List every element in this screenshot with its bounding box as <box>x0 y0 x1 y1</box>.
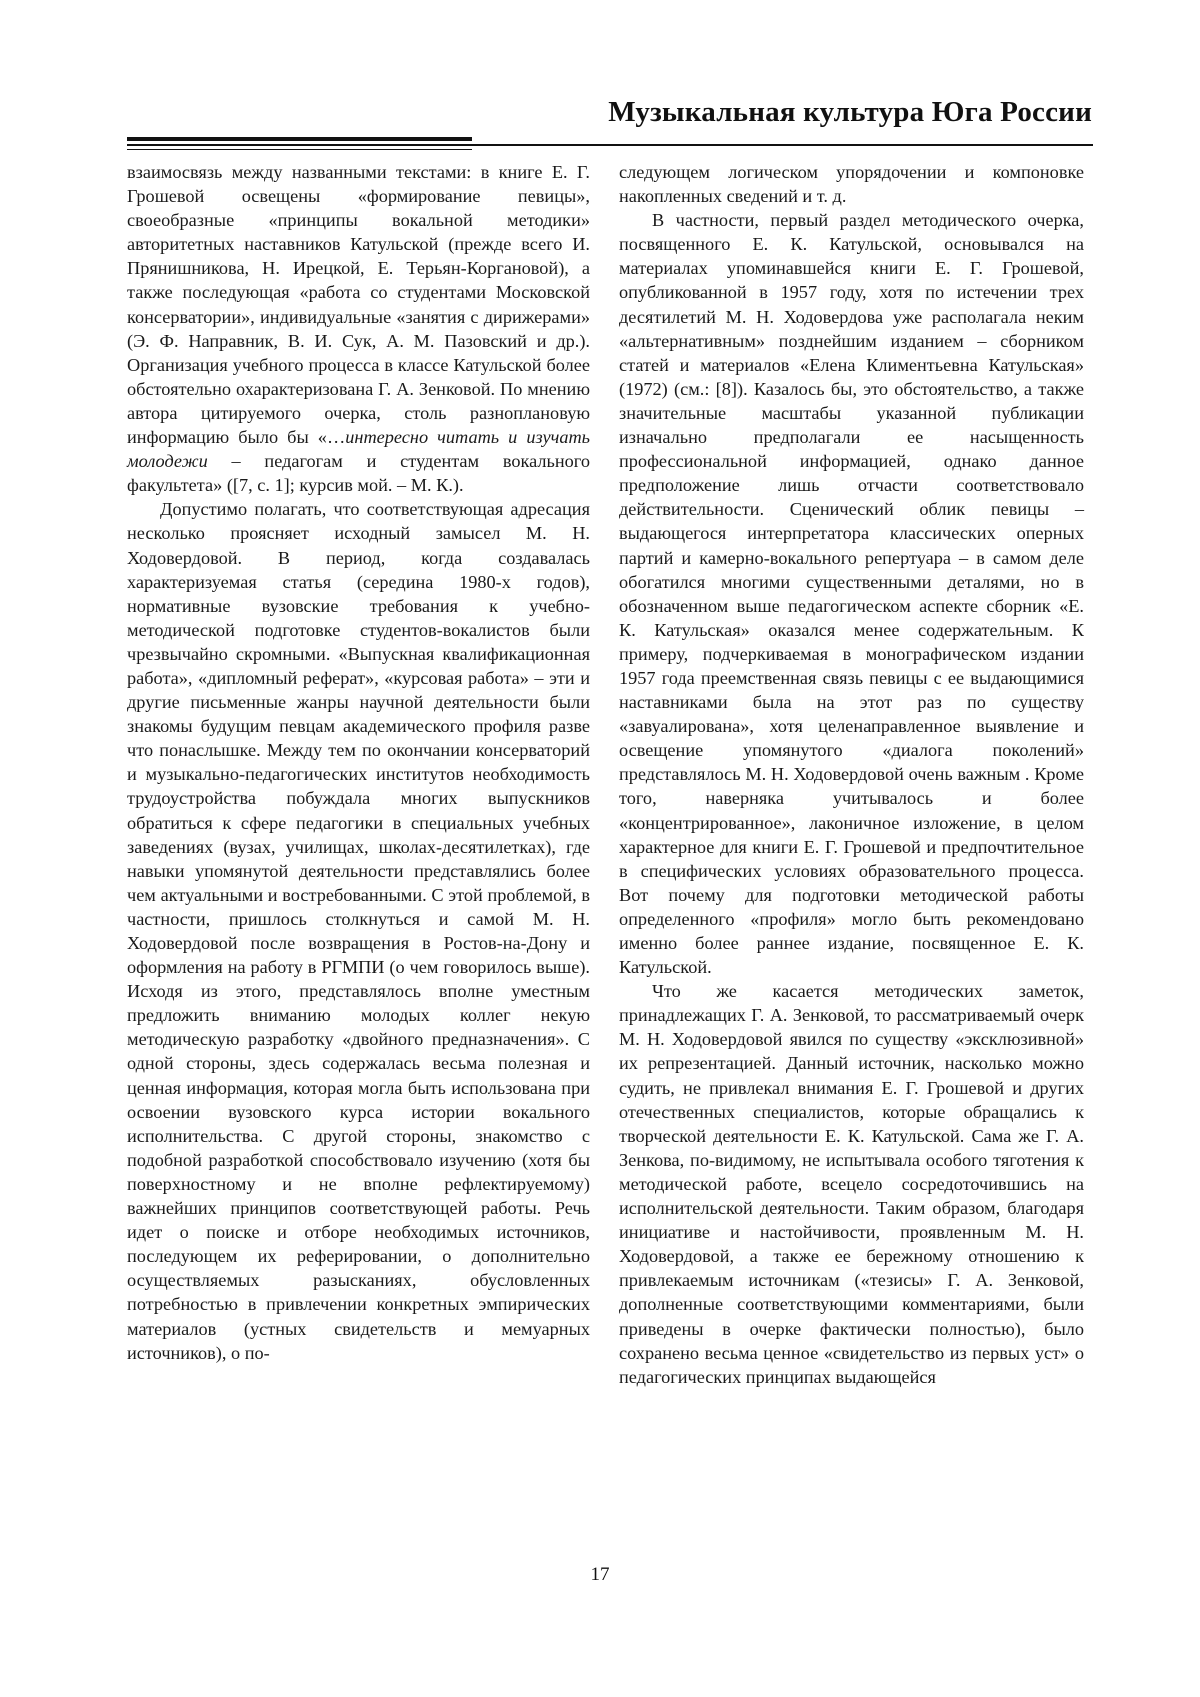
paragraph: В частности, первый раздел методического очерка, посвященного Е. К. Катульской, основывался на материалах упоминавшейся книги Е. Г. Грошевой, опубликованной в 1957 году, хотя по истечении трех десятилетий М. Н. Ходовердова уже располагала неким «альтернативным» позднейшим изданием – сборником статей и материалов «Елена Климентьевна Катульская» (1972) (см.: [8]). Казалось бы, это обстоятельство, а также значительные масштабы указанной публикации изначально предполагали ее насыщенность профессиональной информацией, однако данное предположение лишь отчасти соответствовало действительности. Сценический облик певицы – выдающегося интерпретатора классических оперных партий и камерно-вокального репертуара – в самом деле обогатился многими существенными деталями, но в обозначенном выше педагогическом аспекте сборник «Е. К. Катульская» оказался менее содержательным. К примеру, подчеркиваемая в монографическом издании 1957 года преемственная связь певицы с ее выдающимися наставниками была на этот раз по существу «завуалирована», хотя целенаправленное выявление и освещение упомянутого «диалога поколений» представлялось М. Н. Ходовердовой очень важным . Кроме того, наверняка учитывалось и более «концентрированное», лаконичное изложение, в целом характерное для книги Е. Г. Грошевой и предпочтительное в специфических условиях образовательного процесса. Вот почему для подготовки методической работы определенного «профиля» могло быть рекомендовано именно более раннее издание, посвященное Е. К. Катульской. <box>619 210 1084 978</box>
header-rule-thick <box>127 137 472 141</box>
paragraph <box>127 160 590 497</box>
paragraph: Что же касается методических заметок, принадлежащих Г. А. Зенковой, то рассматриваемый очерк М. Н. Ходовердовой явился по существу «эксклюзивной» их репрезентацией. Данный источник, насколько можно судить, не привлекал внимания Е. Г. Грошевой и других отечественных специалистов, которые обращались к творческой деятельности Е. К. Катульской. Сама же Г. А. Зенкова, по-видимому, не испытывала особого тяготения к методической работе, всецело сосредоточившись на исполнительской деятельности. Таким образом, благодаря инициативе и настойчивости, проявленным М. Н. Ходовердовой, а также ее бережному отношению к привлекаемым источникам («тезисы» Г. А. Зенковой, дополненные соответствующими комментариями, были приведены в очерке фактически полностью), было сохранено весьма ценное «свидетельство из первых уст» о педагогических принципах выдающейся <box>619 981 1084 1387</box>
journal-title: Музыкальная культура Юга России <box>608 96 1092 128</box>
right-column <box>619 160 1084 1389</box>
paragraph-text: – педагогам и студентам вокального факультета» ([7, с. 1]; курсив мой. – М. К.). <box>127 451 590 496</box>
italic-quote: интересно читать и изучать молодежи <box>127 427 591 472</box>
paragraph-text: взаимосвязь между названными текстами: в книге Е. Г. Грошевой освещены «формирование певицы», своеобразные «принципы вокальной методики» авторитетных наставников Катульской (прежде всего И. Прянишникова, Н. Ирецкой, Е. Терьян-Коргановой), а также последующая «работа со студентами Московской консерватории», индивидуальные «занятия с дирижерами» (Э. Ф. Направник, В. И. Сук, А. М. Пазовский и др.). Организация учебного процесса в классе Катульской более обстоятельно охарактеризована Г. А. Зенковой. По мнению автора цитируемого очерка, столь разноплановую информацию было бы «… <box>127 162 590 448</box>
left-column <box>127 160 590 1365</box>
header-rule-long <box>127 144 1093 146</box>
paragraph: Допустимо полагать, что соответствующая адресация несколько проясняет исходный замысел М. Н. Ходовердовой. В период, когда создавалась характеризуемая статья (середина 1980-х годов), нормативные вузовские требования к учебно-методической подготовке студентов-вокалистов были чрезвычайно скромными. «Выпускная квалификационная работа», «дипломный реферат», «курсовая работа» – эти и другие письменные жанры научной деятельности были знакомы будущим певцам академического профиля разве что понаслышке. Между тем по окончании консерваторий и музыкально-педагогических институтов необходимость трудоустройства побуждала многих выпускников обратиться к сфере педагогики в специальных учебных заведениях (вузах, училищах, школах-десятилетках), где навыки упомянутой деятельности представлялись более чем актуальными и востребованными. С этой проблемой, в частности, пришлось столкнуться и самой М. Н. Ходовердовой после возвращения в Ростов-на-Дону и оформления на работу в РГМПИ (о чем говорилось выше). Исходя из этого, представлялось вполне уместным предложить вниманию молодых коллег некую методическую разработку «двойного предназначения». С одной стороны, здесь содержалась весьма полезная и ценная информация, которая могла быть использована при освоении вузовского курса истории вокального исполнительства. С другой стороны, знакомство с подобной разработкой способствовало изучению (хотя бы поверхностному и не вполне рефлектируемому) важнейших принципов соответствующей работы. Речь идет о поиске и отборе необходимых источников, последующем их реферировании, о дополнительно осуществляемых разысканиях, обусловленных потребностью в привлечении конкретных эмпирических материалов (устных свидетельств и мемуарных источников), о по- <box>127 499 590 1363</box>
header-rule-thin <box>127 149 472 150</box>
paragraph: следующем логическом упорядочении и компоновке накопленных сведений и т. д. <box>619 162 1084 207</box>
page-number: 17 <box>590 1564 610 1585</box>
